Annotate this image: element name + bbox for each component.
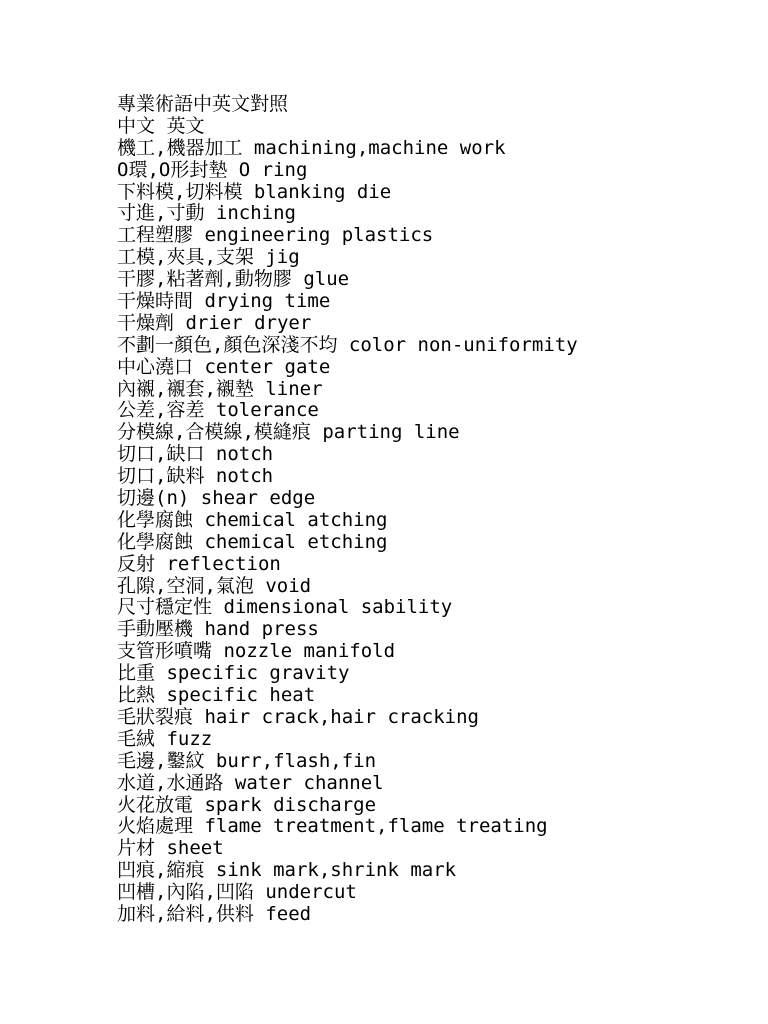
glossary-entry: 切邊(n) shear edge [117,488,316,510]
glossary-entry: 凹槽,內陷,凹陷 undercut [117,882,357,904]
glossary-entry: 手動壓機 hand press [117,619,319,641]
glossary-entry: 工模,夾具,支架 jig [117,247,300,269]
glossary-entry: 凹痕,縮痕 sink mark,shrink mark [117,860,457,882]
glossary-entry: 中心澆口 center gate [117,356,331,378]
glossary-entry: 內襯,襯套,襯墊 liner [117,378,323,400]
glossary-entry: 火花放電 spark discharge [117,794,377,816]
glossary-entry: 切口,缺口 notch [117,444,274,466]
glossary-entry: 化學腐蝕 chemical etching [117,531,388,553]
glossary-entry: 反射 reflection [117,553,281,575]
glossary-entry: 比熱 specific heat [117,685,316,707]
glossary-entry: 火焰處理 flame treatment,flame treating [117,816,548,838]
glossary-entry: 切口,缺料 notch [117,466,274,488]
glossary-entry: 毛狀裂痕 hair crack,hair cracking [117,706,479,728]
glossary-entry: 公差,容差 tolerance [117,400,319,422]
glossary-entry: 不劃一顏色,顏色深淺不均 color non-uniformity [117,334,578,356]
glossary-entry: 支管形噴嘴 nozzle manifold [117,641,396,663]
glossary-entry: 孔隙,空洞,氣泡 void [117,575,312,597]
glossary-entry: 尺寸穩定性 dimensional sability [117,597,453,619]
glossary-entry: 加料,給料,供料 feed [117,903,312,925]
column-header: 中文 英文 [117,115,205,137]
glossary-entry: 片材 sheet [117,838,224,860]
glossary-entry: 工程塑膠 engineering plastics [117,225,434,247]
glossary-entry: 機工,機器加工 machining,machine work [117,137,506,159]
glossary-entry: 水道,水通路 water channel [117,772,384,794]
glossary-entry: 化學腐蝕 chemical atching [117,509,388,531]
glossary-entry: 毛邊,鑿紋 burr,flash,fin [117,750,377,772]
glossary-entry: 干膠,粘著劑,動物膠 glue [117,269,350,291]
glossary-entry: 毛絨 fuzz [117,728,213,750]
glossary-entry: O環,O形封墊 O ring [117,159,308,181]
glossary-text [117,94,747,926]
glossary-entry: 干燥時間 drying time [117,291,331,313]
glossary-entry: 下料模,切料模 blanking die [117,181,392,203]
glossary-entry: 比重 specific gravity [117,663,350,685]
document-title: 專業術語中英文對照 [117,94,289,115]
glossary-entry: 分模線,合模線,模縫痕 parting line [117,422,460,444]
glossary-entry: 干燥劑 drier dryer [117,312,312,334]
glossary-entry: 寸進,寸動 inching [117,203,296,225]
